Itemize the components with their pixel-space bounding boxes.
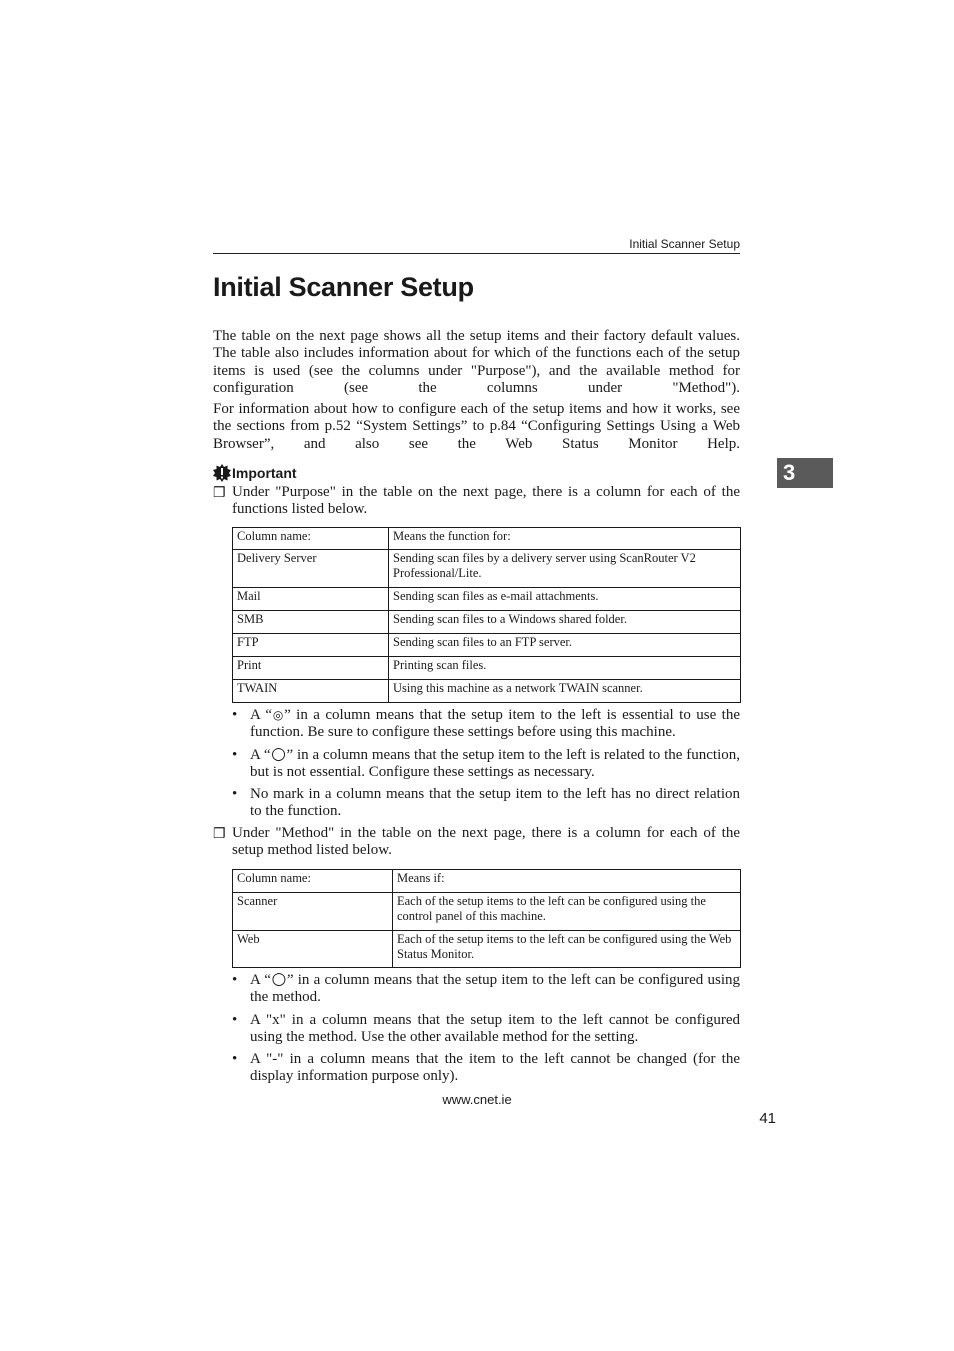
table-cell: Sending scan files by a delivery server using ScanRouter V2 Professional/Lite. xyxy=(389,550,741,588)
table-row xyxy=(233,611,741,634)
method-table xyxy=(232,869,741,968)
bullet-text: A "-" in a column means that the item to the left cannot be changed (for the display information purpose only). xyxy=(250,1051,740,1085)
table-header-cell: Column name: xyxy=(233,870,393,893)
table-cell: Delivery Server xyxy=(233,550,389,588)
bullet-dot: • xyxy=(232,707,238,723)
bullet-item xyxy=(232,969,740,1007)
table-header-cell: Means the function for: xyxy=(389,528,741,550)
double-circle-icon: ◎ xyxy=(272,708,284,722)
bullet-text: ” in a column means that the setup item to the left is related to the function, but is not essential. Configure these settings as necessary. xyxy=(250,747,740,781)
checkbox-icon: ❒ xyxy=(213,827,226,842)
important-label: Important xyxy=(232,465,297,481)
important-item-purpose xyxy=(213,484,740,519)
purpose-table xyxy=(232,527,741,703)
bullet-dot: • xyxy=(232,972,238,988)
table-cell: SMB xyxy=(233,611,389,634)
bullet-item xyxy=(232,1051,740,1086)
bullet-dot: • xyxy=(232,747,238,763)
table-row xyxy=(233,634,741,657)
table-header-row xyxy=(233,528,741,550)
important-heading xyxy=(213,464,297,482)
circle-icon: ○ xyxy=(271,969,287,989)
important-item-text: Under "Method" in the table on the next page, there is a column for each of the setup method listed below. xyxy=(232,825,740,859)
bullet-dot: • xyxy=(232,1012,238,1028)
table-row xyxy=(233,931,741,968)
table-cell: Each of the setup items to the left can be configured using the Web Status Monitor. xyxy=(393,931,741,968)
table-row xyxy=(233,588,741,611)
bullet-text: ” in a column means that the setup item to the left is essential to use the function. Be sure to configure these settings before using this machine. xyxy=(250,707,740,741)
bullet-text: ” in a column means that the setup item to the left can be configured using the method. xyxy=(250,972,740,1006)
table-cell: Web xyxy=(233,931,393,968)
table-cell: Sending scan files to an FTP server. xyxy=(389,634,741,657)
running-header: Initial Scanner Setup xyxy=(629,237,740,251)
table-header-cell: Means if: xyxy=(393,870,741,893)
circle-icon: ○ xyxy=(271,744,286,764)
bullet-dot: • xyxy=(232,1051,238,1067)
table-row xyxy=(233,680,741,703)
bullet-item xyxy=(232,707,740,742)
intro-paragraph-2: For information about how to configure each of the setup items and how it works, see the sections from p.52 “System Settings” to p.84 “Configuring Settings Using a Web Browser”, and also see the Web Status Monitor Help. xyxy=(213,401,740,452)
bullet-dot: • xyxy=(232,786,238,802)
header-rule xyxy=(213,253,740,254)
table-row xyxy=(233,657,741,680)
chapter-tab: 3 xyxy=(777,458,833,488)
checkbox-icon: ❒ xyxy=(213,486,226,501)
bullet-text-pre: A “ xyxy=(250,747,271,763)
table-row xyxy=(233,893,741,931)
page-number: 41 xyxy=(759,1110,776,1127)
important-item-text: Under "Purpose" in the table on the next page, there is a column for each of the functions listed below. xyxy=(232,484,740,518)
table-cell: Mail xyxy=(233,588,389,611)
table-header-row xyxy=(233,870,741,893)
bullet-item xyxy=(232,744,740,782)
intro-paragraph-1: The table on the next page shows all the setup items and their factory default values. The table also includes information about for which of the functions each of the setup items is used (see the columns under "Purpose"), and the available method for configuration (see the columns under "Method"). xyxy=(213,328,740,396)
table-cell: Sending scan files as e-mail attachments. xyxy=(389,588,741,611)
table-cell: Print xyxy=(233,657,389,680)
table-row xyxy=(233,550,741,588)
bullet-text: A "x" in a column means that the setup item to the left cannot be configured using the method. Use the other available method for the setting. xyxy=(250,1012,740,1046)
bullet-item xyxy=(232,786,740,821)
table-cell: FTP xyxy=(233,634,389,657)
table-cell: Printing scan files. xyxy=(389,657,741,680)
important-icon xyxy=(213,464,231,482)
table-cell: Sending scan files to a Windows shared folder. xyxy=(389,611,741,634)
table-cell: TWAIN xyxy=(233,680,389,703)
table-cell: Scanner xyxy=(233,893,393,931)
important-item-method xyxy=(213,825,740,860)
page-title: Initial Scanner Setup xyxy=(213,272,474,302)
bullet-text: No mark in a column means that the setup item to the left has no direct relation to the function. xyxy=(250,786,740,820)
table-header-cell: Column name: xyxy=(233,528,389,550)
footer-url: www.cnet.ie xyxy=(442,1092,512,1107)
bullet-item xyxy=(232,1012,740,1047)
table-cell: Each of the setup items to the left can be configured using the control panel of this machine. xyxy=(393,893,741,931)
bullet-text-pre: A “ xyxy=(250,707,273,723)
bullet-text-pre: A “ xyxy=(250,972,271,988)
table-cell: Using this machine as a network TWAIN scanner. xyxy=(389,680,741,703)
